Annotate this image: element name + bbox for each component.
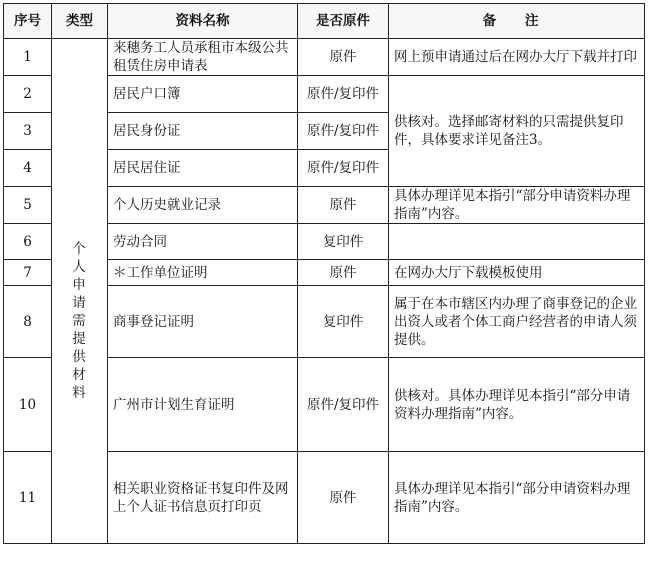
type-label: 个人申请需提供材料 [72,241,87,401]
row-name: 相关职业资格证书复印件及网上个人证书信息页打印页 [108,452,298,544]
row-note: 具体办理详见本指引“部分申请资料办理指南”内容。 [389,187,645,224]
row-name: 居民户口簿 [108,76,298,113]
row-original: 原件 [298,452,389,544]
row-name: 劳动合同 [108,224,298,260]
row-note: 在网办大厅下载模板使用 [389,260,645,286]
row-original: 复印件 [298,286,389,358]
row-name: 居民身份证 [108,113,298,150]
row-no: 10 [4,358,52,452]
row-no: 11 [4,452,52,544]
header-no: 序号 [4,4,52,39]
row-name: 个人历史就业记录 [108,187,298,224]
row-no: 6 [4,224,52,260]
row-no: 7 [4,260,52,286]
row-no: 1 [4,39,52,76]
row-name: 来穗务工人员承租市本级公共租赁住房申请表 [108,39,298,76]
row-original: 复印件 [298,224,389,260]
materials-table [3,3,645,544]
row-name: 商事登记证明 [108,286,298,358]
row-note-merged: 供核对。选择邮寄材料的只需提供复印件，具体要求详见备注3。 [389,76,645,187]
header-type: 类型 [52,4,108,39]
table-row [4,39,645,76]
row-original: 原件/复印件 [298,113,389,150]
row-note: 网上预申请通过后在网办大厅下载并打印 [389,39,645,76]
row-note: 供核对。具体办理详见本指引“部分申请资料办理指南”内容。 [389,358,645,452]
type-cell [52,39,108,544]
row-original: 原件/复印件 [298,76,389,113]
row-name: ＊工作单位证明 [108,260,298,286]
header-note: 备 注 [389,4,645,39]
row-no: 3 [4,113,52,150]
row-original: 原件/复印件 [298,150,389,187]
row-note: 具体办理详见本指引“部分申请资料办理指南”内容。 [389,452,645,544]
row-original: 原件/复印件 [298,358,389,452]
row-note: 属于在本市辖区内办理了商事登记的企业出资人或者个体工商户经营者的申请人须提供。 [389,286,645,358]
row-original: 原件 [298,39,389,76]
header-row [4,4,645,39]
row-no: 4 [4,150,52,187]
row-no: 2 [4,76,52,113]
row-name: 广州市计划生育证明 [108,358,298,452]
row-name: 居民居住证 [108,150,298,187]
row-original: 原件 [298,260,389,286]
row-no: 8 [4,286,52,358]
header-name: 资料名称 [108,4,298,39]
row-no: 5 [4,187,52,224]
row-note [389,224,645,260]
row-original: 原件 [298,187,389,224]
header-original: 是否原件 [298,4,389,39]
